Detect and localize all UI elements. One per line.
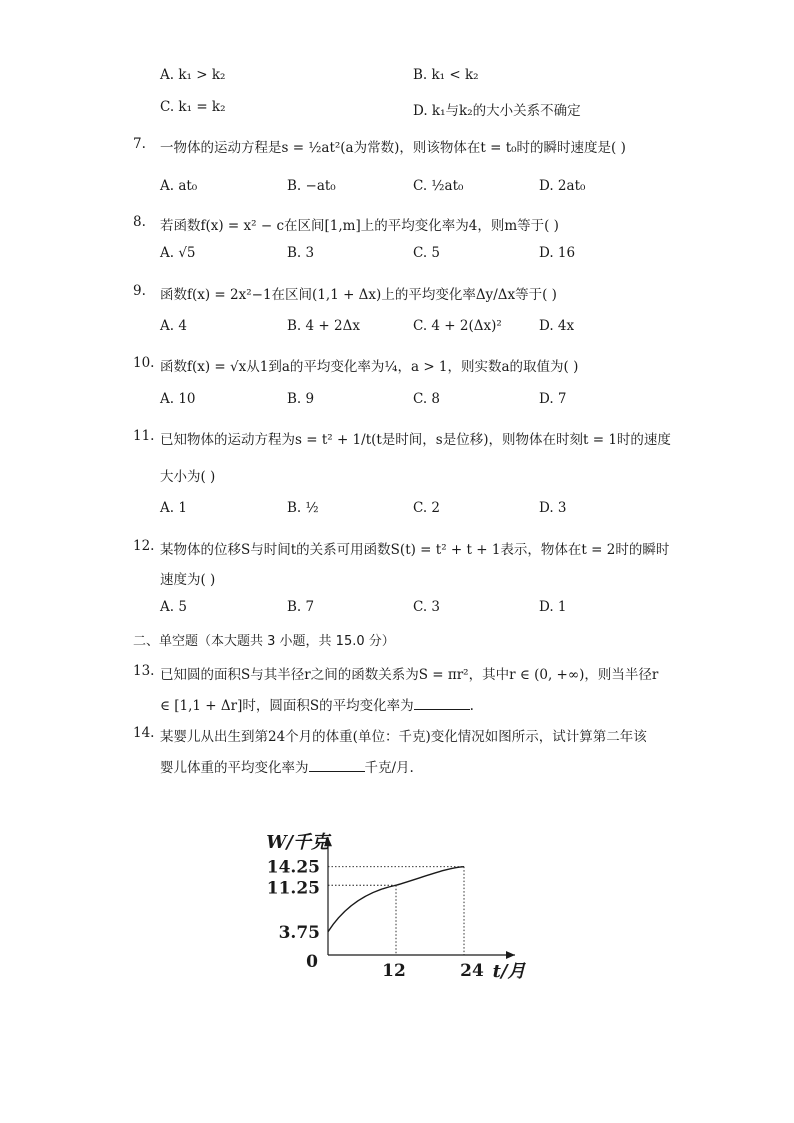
q12-option-a: A. 5 (160, 599, 187, 615)
x-axis-arrow (506, 951, 515, 959)
q7-option-b: B. −at₀ (287, 178, 336, 194)
q9-option-a: A. 4 (160, 318, 187, 334)
q8-option-a: A. √5 (160, 245, 196, 261)
q11-option-c: C. 2 (413, 500, 441, 516)
x-tick-label: 12 (382, 961, 406, 981)
q8-text: 若函数f(x) = x² − c在区间[1,m]上的平均变化率为4，则m等于( ) (160, 218, 559, 234)
y-tick-label: 3.75 (278, 922, 320, 943)
chart-layer (266, 832, 526, 982)
q12-option-b: B. 7 (287, 599, 315, 615)
y-tick-label: 11.25 (266, 878, 320, 899)
q8-option-c: C. 5 (413, 245, 441, 261)
q12-option-c: C. 3 (413, 599, 441, 615)
q13-text-cont-b: . (469, 698, 474, 714)
q11-option-a: A. 1 (160, 500, 187, 516)
q11-text: 已知物体的运动方程为s = t² + 1/t(t是时间，s是位移)，则物体在时刻t = 1时的速度 (160, 432, 671, 448)
q7-option-d: D. 2at₀ (539, 178, 586, 194)
q6-option-a: A. k₁ > k₂ (160, 67, 226, 83)
q11-option-b: B. ½ (287, 500, 319, 516)
q9-number: 9. (133, 283, 146, 299)
q6-option-d: D. k₁与k₂的大小关系不确定 (413, 103, 581, 119)
q8-number: 8. (133, 214, 146, 230)
q9-option-d: D. 4x (539, 318, 575, 334)
origin-label: 0 (306, 952, 318, 972)
q10-option-a: A. 10 (160, 391, 196, 407)
q11-number: 11. (133, 428, 155, 444)
x-tick-label: 24 (460, 961, 484, 981)
q12-text-cont: 速度为( ) (160, 572, 216, 588)
q14-text-cont-b: 千克/月. (364, 760, 414, 776)
q7-number: 7. (133, 136, 146, 152)
q12-number: 12. (133, 538, 155, 554)
q10-text: 函数f(x) = √x从1到a的平均变化率为¼，a > 1，则实数a的取值为( ) (160, 359, 579, 375)
q8-option-b: B. 3 (287, 245, 315, 261)
q12-option-d: D. 1 (539, 599, 567, 615)
q7-option-c: C. ½at₀ (413, 178, 464, 194)
q14-text-cont-a: 婴儿体重的平均变化率为 (160, 760, 309, 776)
q9-option-c: C. 4 + 2(Δx)² (413, 318, 502, 334)
q10-option-b: B. 9 (287, 391, 315, 407)
y-tick-label: 14.25 (266, 857, 320, 878)
q9-option-b: B. 4 + 2Δx (287, 318, 360, 334)
section-heading: 二、单空题（本大题共 3 小题，共 15.0 分） (133, 634, 395, 649)
q11-text-cont: 大小为( ) (160, 469, 216, 485)
q9-text: 函数f(x) = 2x²−1在区间(1,1 + Δx)上的平均变化率Δy/Δx等于( ) (160, 287, 557, 303)
q6-option-c: C. k₁ = k₂ (160, 99, 226, 115)
q6-option-b: B. k₁ < k₂ (413, 67, 479, 83)
q7-option-a: A. at₀ (160, 178, 198, 194)
q11-option-d: D. 3 (539, 500, 567, 516)
q12-text: 某物体的位移S与时间t的关系可用函数S(t) = t² + t + 1表示，物体在t = 2时的瞬时 (160, 542, 670, 558)
q13-text: 已知圆的面积S与其半径r之间的函数关系为S = πr²，其中r ∈ (0, +∞)，则当半径r (160, 667, 659, 683)
q13-text-cont-a: ∈ [1,1 + Δr]时，圆面积S的平均变化率为 (160, 698, 414, 714)
weight-curve (328, 867, 464, 932)
q10-option-c: C. 8 (413, 391, 441, 407)
q14-number: 14. (133, 725, 155, 741)
q14-text: 某婴儿从出生到第24个月的体重(单位：千克)变化情况如图所示，试计算第二年该 (160, 729, 647, 745)
x-axis-label: t/月 (492, 961, 526, 982)
q10-number: 10. (133, 355, 155, 371)
y-axis-label: W/千克 (266, 832, 329, 854)
q10-option-d: D. 7 (539, 391, 567, 407)
q7-text: 一物体的运动方程是s = ½at²(a为常数)，则该物体在t = t₀时的瞬时速度是( ) (160, 140, 626, 156)
q8-option-d: D. 16 (539, 245, 576, 261)
q13-number: 13. (133, 663, 155, 679)
